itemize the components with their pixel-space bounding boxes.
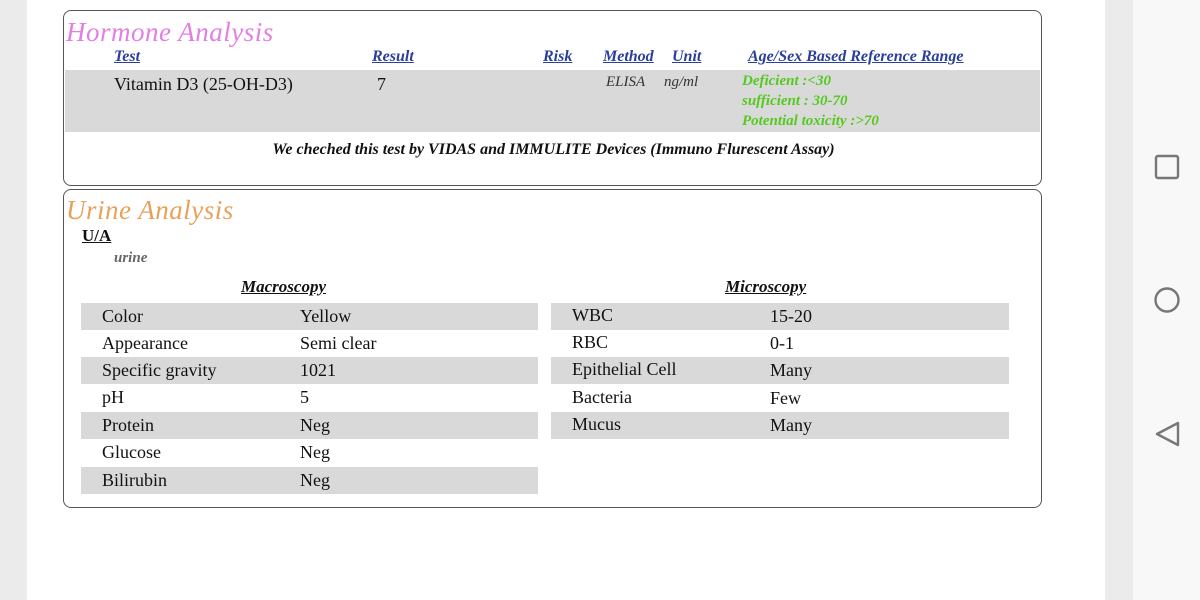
test-name: Vitamin D3 (25-OH-D3) <box>114 74 293 94</box>
micro-label-mucus: Mucus <box>572 414 621 434</box>
macro-label-appearance: Appearance <box>102 333 188 353</box>
range-sufficient: sufficient : 30-70 <box>742 93 848 109</box>
home-circle-icon[interactable] <box>1153 286 1181 314</box>
back-triangle-icon[interactable] <box>1153 420 1181 448</box>
micro-label-rbc: RBC <box>572 332 609 352</box>
micro-value-rbc: 0-1 <box>770 333 794 353</box>
macro-label-bilirubin: Bilirubin <box>102 470 168 490</box>
macro-value-color: Yellow <box>300 306 352 326</box>
micro-label-epithelial-cell: Epithelial Cell <box>572 359 677 379</box>
header-reference-range: Age/Sex Based Reference Range <box>748 48 964 65</box>
header-unit: Unit <box>672 48 702 65</box>
macro-value-protein: Neg <box>300 415 330 435</box>
range-toxicity: Potential toxicity :>70 <box>742 113 879 129</box>
macro-label-glucose: Glucose <box>102 442 161 462</box>
micro-label-wbc: WBC <box>572 305 614 325</box>
micro-value-epithelial-cell: Many <box>770 360 812 380</box>
macro-label-ph: pH <box>102 387 124 407</box>
urine-subtitle: U/A <box>82 226 112 245</box>
macro-label-specific-gravity: Specific gravity <box>102 360 217 380</box>
recents-square-icon[interactable] <box>1153 153 1181 181</box>
macro-value-specific-gravity: 1021 <box>300 360 336 380</box>
macro-value-glucose: Neg <box>300 442 330 462</box>
range-deficient: Deficient :<30 <box>742 73 831 89</box>
micro-label-bacteria: Bacteria <box>572 387 632 407</box>
test-unit: ng/ml <box>664 74 699 90</box>
macro-label-color: Color <box>102 306 144 326</box>
macro-value-bilirubin: Neg <box>300 470 330 490</box>
urine-section-title: Urine Analysis <box>66 195 234 225</box>
hormone-section-title: Hormone Analysis <box>66 17 274 47</box>
macro-value-appearance: Semi clear <box>300 333 377 353</box>
header-risk: Risk <box>543 48 573 65</box>
header-test: Test <box>114 48 141 65</box>
method-note: We cheched this test by VIDAS and IMMULITE Devices (Immuno Flurescent Assay) <box>272 141 835 158</box>
macro-value-ph: 5 <box>300 387 309 407</box>
urine-sample-label: urine <box>114 250 148 266</box>
header-method: Method <box>603 48 654 65</box>
micro-value-bacteria: Few <box>770 388 801 408</box>
test-result: 7 <box>377 74 386 94</box>
macro-label-protein: Protein <box>102 415 154 435</box>
micro-value-wbc: 15-20 <box>770 306 812 326</box>
macroscopy-heading: Macroscopy <box>241 277 326 296</box>
microscopy-heading: Microscopy <box>725 277 807 296</box>
test-method: ELISA <box>606 74 646 90</box>
micro-value-mucus: Many <box>770 415 812 435</box>
urine-card <box>63 189 1042 508</box>
header-result: Result <box>372 48 414 65</box>
